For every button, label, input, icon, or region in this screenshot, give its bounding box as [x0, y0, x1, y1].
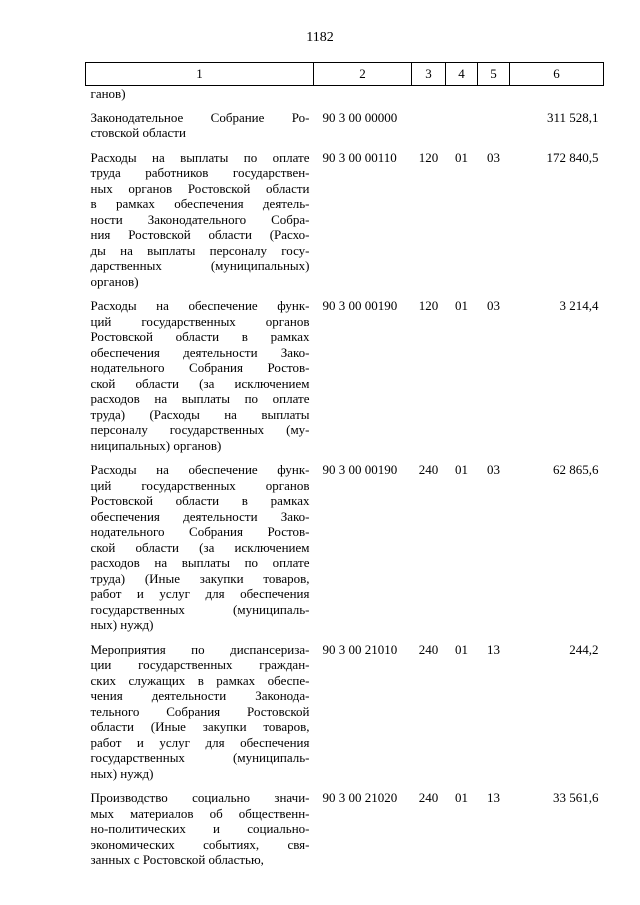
row-name-line: труда) (Иные закупки товаров, — [90, 570, 310, 586]
row-expense-type: 120 — [418, 149, 439, 165]
row-name-line: труда) (Расходы на выплаты — [90, 406, 310, 422]
column-header-6: 6 — [510, 63, 604, 86]
row-name-line: ности Законодательного Собра- — [90, 211, 310, 227]
row-name-line: ций государственных органов — [90, 477, 310, 493]
row-name-line: обеспечения деятельности Зако- — [90, 344, 310, 360]
continuation-text: ганов) — [90, 86, 126, 101]
row-name-line: чения деятельности Законода- — [90, 688, 310, 703]
table-row — [86, 150, 604, 299]
row-name — [86, 110, 314, 150]
row-name-line: работ и услуг для обеспечения — [90, 586, 310, 601]
row-name-line: ской области (за исключением — [90, 539, 310, 555]
row-section: 01 — [455, 462, 468, 477]
row-section: 01 — [455, 149, 468, 165]
row-name-line: Расходы на обеспечение функ- — [90, 298, 310, 313]
column-header-1: 1 — [86, 63, 314, 86]
row-name-line: государственных (муниципаль- — [90, 750, 310, 765]
row-section: 01 — [455, 641, 468, 657]
row-name-line: Мероприятия по диспансеризa- — [90, 641, 310, 657]
row-name — [86, 298, 314, 462]
row-amount: 62 865,6 — [553, 462, 599, 477]
row-name-line: ных органов Ростовской области — [90, 180, 310, 196]
row-name-line: Ростовской области в рамках — [90, 329, 310, 344]
row-name-line: расходов на выплаты по оплате — [90, 555, 310, 570]
row-name-line: органов) — [90, 273, 139, 289]
row-name-line: Производство социально значи- — [90, 790, 310, 805]
table-row — [86, 462, 604, 642]
row-section: 01 — [455, 790, 468, 805]
row-section: 01 — [455, 298, 468, 313]
column-header-5: 5 — [478, 63, 510, 86]
column-header-3: 3 — [412, 63, 446, 86]
row-name-line: нодательного Собрания Ростов- — [90, 524, 310, 539]
row-expense-type: 240 — [418, 641, 439, 657]
row-subsection: 03 — [487, 149, 500, 165]
page-number: 1182 — [306, 30, 334, 45]
row-code: 90 3 00 00000 — [322, 109, 398, 125]
row-name-line: дарственных (муниципальных) — [90, 258, 310, 273]
row-name — [86, 642, 314, 791]
row-name-line: труда работников государствен- — [90, 165, 310, 180]
row-name-line: работ и услуг для обеспечения — [90, 734, 310, 750]
row-subsection: 13 — [487, 641, 500, 657]
row-subsection: 03 — [487, 298, 500, 313]
row-name-line: ных) нужд) — [90, 765, 154, 781]
row-section — [446, 110, 478, 150]
row-subsection: 13 — [487, 790, 500, 805]
row-name-line: ской области (за исключением — [90, 375, 310, 391]
row-name-line: расходов на выплаты по оплате — [90, 391, 310, 406]
row-name-line: ских служащих в рамках обеспе- — [90, 672, 310, 688]
row-name-line: ния Ростовской области (Расхо- — [90, 227, 310, 242]
row-expense-type: 240 — [418, 462, 439, 477]
row-name-line: ных) нужд) — [90, 617, 154, 632]
table-row — [86, 642, 604, 791]
row-name-line: тельного Собрания Ростовской — [90, 703, 310, 719]
row-name-line: нодательного Собрания Ростов- — [90, 360, 310, 375]
row-name-line: Ростовской области в рамках — [90, 493, 310, 508]
row-name-line: персоналу государственных (му- — [90, 422, 310, 437]
table-row — [86, 298, 604, 462]
row-code: 90 3 00 21010 — [322, 641, 398, 657]
row-expense-type: 240 — [418, 790, 439, 805]
row-name-line: Расходы на обеспечение функ- — [90, 462, 310, 477]
row-name-line: государственных (муниципаль- — [90, 601, 310, 617]
table-row — [86, 790, 604, 877]
row-code: 90 3 00 00190 — [322, 462, 398, 477]
continuation-row — [86, 86, 604, 110]
row-expense-type — [412, 110, 446, 150]
row-name — [86, 150, 314, 299]
row-name-line: в рамках обеспечения деятель- — [90, 196, 310, 211]
row-name — [86, 462, 314, 642]
budget-table — [85, 62, 604, 877]
table-row — [86, 110, 604, 150]
row-name-line: ниципальных) органов) — [90, 437, 222, 453]
row-name-line: но-политических и социально- — [90, 821, 310, 836]
row-name-line: ций государственных органов — [90, 313, 310, 329]
row-name-line: Расходы на выплаты по оплате — [90, 149, 310, 165]
row-code: 90 3 00 21020 — [322, 790, 398, 805]
row-name-line: стовской области — [90, 125, 186, 140]
row-code: 90 3 00 00110 — [322, 149, 397, 165]
row-name-line: мых материалов об общественн- — [90, 805, 310, 821]
row-name-line: области (Иные закупки товаров, — [90, 719, 310, 734]
table-header-row — [86, 63, 604, 86]
row-subsection — [478, 110, 510, 150]
row-name-line: ды на выплаты персоналу госу- — [90, 242, 310, 258]
row-code: 90 3 00 00190 — [322, 298, 398, 313]
column-header-4: 4 — [446, 63, 478, 86]
row-amount: 33 561,6 — [553, 790, 599, 805]
row-name-line: Законодательное Собрание Ро- — [90, 109, 310, 125]
row-subsection: 03 — [487, 462, 500, 477]
row-name-line: обеспечения деятельности Зако- — [90, 508, 310, 524]
row-amount: 3 214,4 — [559, 298, 599, 313]
row-amount: 311 528,1 — [546, 109, 599, 125]
row-name-line: экономических событиях, свя- — [90, 836, 310, 852]
row-name-line: занных с Ростовской областью, — [90, 852, 264, 867]
row-amount: 172 840,5 — [546, 149, 599, 165]
row-expense-type: 120 — [418, 298, 439, 313]
row-name — [86, 790, 314, 877]
row-name-line: ции государственных граждан- — [90, 657, 310, 672]
column-header-2: 2 — [314, 63, 412, 86]
row-amount: 244,2 — [569, 641, 599, 657]
